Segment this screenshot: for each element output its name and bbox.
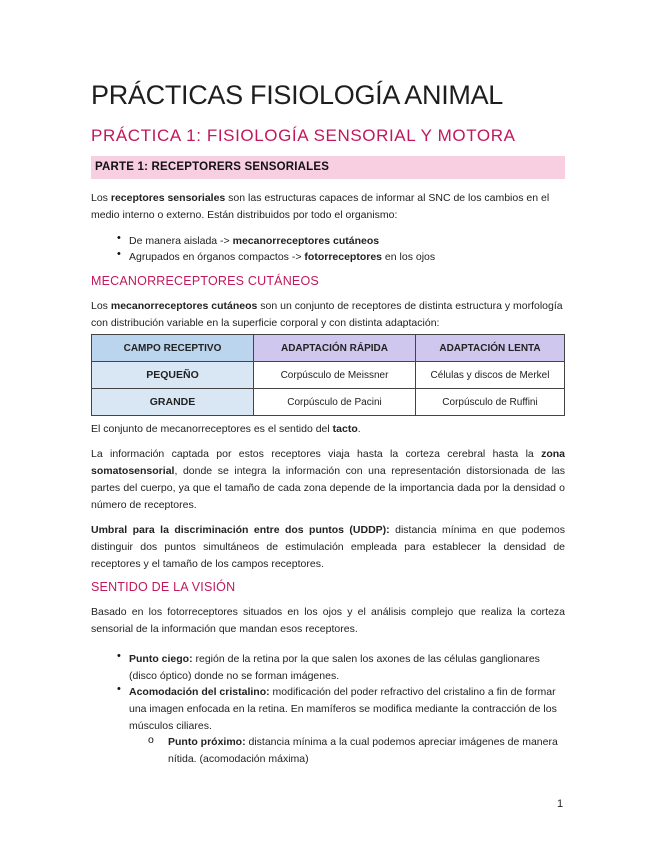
information-paragraph: La información captada por estos receptores viaja hasta la corteza cerebral hasta la zona somatosensorial, donde se integra la información con una representación distorsionada de las partes del cuerpo, ya que el tamaño de cada zona depende de la importancia dada por la densidad o número de receptores. [91,448,565,511]
receptor-table [91,334,565,416]
section-mecanorreceptores: MECANORRECEPTORES CUTÁNEOS [91,274,319,288]
table-header: ADAPTACIÓN LENTA [416,335,565,362]
table-cell: Células y discos de Merkel [416,362,565,389]
term-receptores: receptores sensoriales [110,192,226,204]
sub-bullet-punto-proximo: Punto próximo: distancia mínima a la cual podemos apreciar imágenes de manera nítida. (acomodación máxima) [168,736,558,765]
bullet-marker: • [117,650,121,662]
table-cell: Corpúsculo de Meissner [254,362,416,389]
table-header: ADAPTACIÓN RÁPIDA [254,335,416,362]
intro-paragraph: Los receptores sensoriales son las estructuras capaces de informar al SNC de los cambios en el medio interno o externo. Están distribuidos por todo el organismo: [91,192,550,221]
vision-paragraph: Basado en los fotorreceptores situados en los ojos y el análisis complejo que realiza la corteza sensorial de la información que mandan esos receptores. [91,606,565,635]
sub-bullet-marker: o [148,734,154,746]
document-title: PRÁCTICAS FISIOLOGÍA ANIMAL [91,80,504,110]
intro-bullet-1: De manera aislada -> mecanorreceptores cutáneos [129,235,380,247]
practice-heading: PRÁCTICA 1: FISIOLOGÍA SENSORIAL Y MOTORA [91,126,516,145]
intro-bullet-2: Agrupados en órganos compactos -> fotorreceptores en los ojos [129,251,436,263]
page-number: 1 [557,798,564,810]
row-header: PEQUEÑO [92,362,254,389]
bullet-marker: • [117,248,121,260]
mechanoreceptor-paragraph: Los mecanorreceptores cutáneos son un conjunto de receptores de distinta estructura y morfología con distribución variable en la superficie corporal y con distinta adaptación: [91,300,563,329]
table-row [92,389,565,416]
bullet-marker: • [117,232,121,244]
bullet-marker: • [117,683,121,695]
table-header: CAMPO RECEPTIVO [92,335,254,362]
table-row [92,362,565,389]
part-heading-band [91,156,565,179]
table-header-row [92,335,565,362]
vision-bullet-acomodacion: Acomodación del cristalino: modificación del poder refractivo del cristalino a fin de formar una imagen enfocada en la retina. En mamíferos se modifica mediante la contracción de los músculos ciliares. [129,686,557,732]
tacto-paragraph: El conjunto de mecanorreceptores es el sentido del tacto. [91,423,361,435]
section-vision: SENTIDO DE LA VISIÓN [91,580,236,594]
part-heading: PARTE 1: RECEPTORERS SENSORIALES [95,161,330,173]
umbral-paragraph: Umbral para la discriminación entre dos puntos (UDDP): distancia mínima en que podemos distinguir dos puntos simultáneos de estimulación empleada para establecer la densidad de receptores y el tamaño de los campos receptores. [91,524,566,570]
table-cell: Corpúsculo de Ruffini [416,389,565,416]
vision-bullet-punto-ciego: Punto ciego: región de la retina por la que salen los axones de las células ganglionares (disco óptico) donde no se forman imágenes. [129,653,540,682]
row-header: GRANDE [92,389,254,416]
table-cell: Corpúsculo de Pacini [254,389,416,416]
